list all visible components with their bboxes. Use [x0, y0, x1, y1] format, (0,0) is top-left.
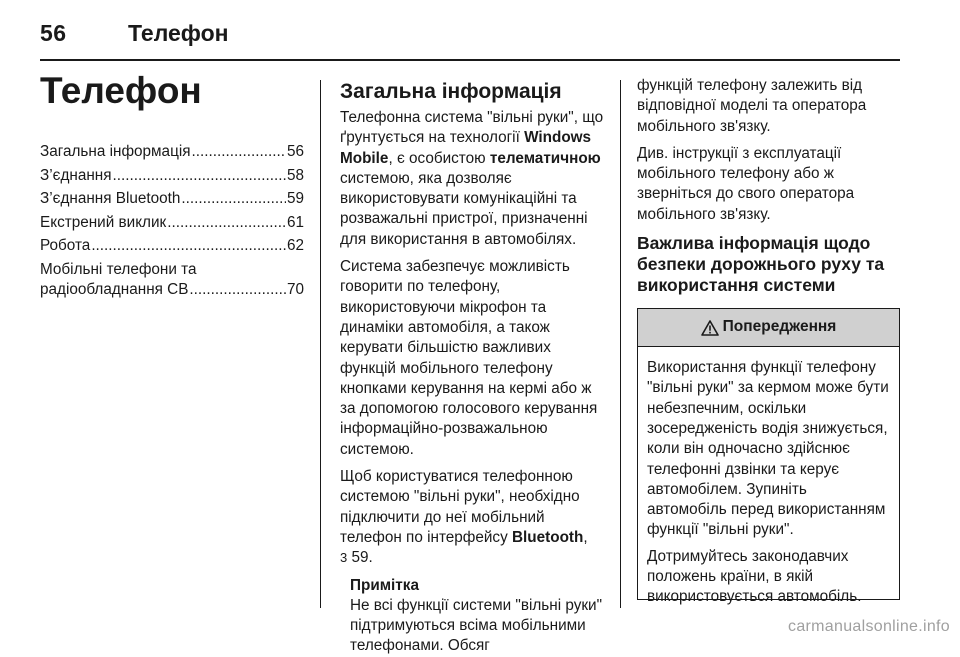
toc-item[interactable]	[40, 142, 304, 163]
bold-term-windows-mobile: Windows Mobile	[340, 129, 592, 167]
toc-leader-dots	[192, 142, 286, 163]
toc-item-label: З’єднання	[40, 166, 112, 184]
bold-term-bluetooth: Bluetooth	[511, 528, 584, 546]
warning-box	[637, 308, 900, 606]
toc-item[interactable]	[40, 166, 304, 187]
toc-leader-dots	[113, 166, 286, 187]
note-text: Не всі функції системи "вільні руки" підтримуються всіма мобільними телефонами. Обсяг	[350, 596, 603, 655]
toc-item-page: 56	[286, 143, 304, 160]
toc-leader-dots	[189, 280, 286, 301]
watermark: carmanualsonline.info	[788, 618, 950, 635]
right-column	[637, 76, 900, 606]
toc-item-label: З’єднання Bluetooth	[40, 190, 181, 207]
warning-title: Попередження	[722, 318, 837, 336]
text-run: ,	[583, 528, 588, 546]
toc-leader-dots	[91, 236, 286, 257]
table-of-contents	[40, 142, 304, 301]
page-number: 56	[40, 20, 67, 46]
toc-item-page: 59	[286, 190, 304, 207]
toc-item-label: Робота	[40, 237, 91, 254]
toc-item-label: Загальна інформація	[40, 143, 191, 160]
text-run: Щоб користуватися телефонною системою "вільні руки", необхідно підключити до неї мобільний телефон по інтерфейсу	[340, 468, 580, 546]
toc-leader-dots	[181, 189, 286, 210]
column-divider	[620, 80, 621, 608]
toc-item-label-line2: радіообладнання CB	[40, 281, 189, 298]
header-rule	[40, 59, 900, 61]
warning-body	[638, 347, 899, 608]
note-title: Примітка	[350, 576, 419, 594]
warning-triangle-icon	[701, 320, 719, 336]
paragraph-continued: функцій телефону залежить від відповідної моделі та оператора мобільного зв'язку.	[637, 77, 867, 135]
paragraph-see-manual: Див. інструкції з експлуатації мобільного телефону або ж зверніться до свого оператора мобільного зв'язку.	[637, 144, 855, 223]
toc-item-page: 61	[286, 213, 304, 231]
column-divider	[320, 80, 321, 608]
toc-item[interactable]	[40, 236, 304, 257]
text-run: системою, яка дозволяє використовувати комунікаційні та розважальні пристрої, призначенні для використання в автомобілях.	[340, 169, 588, 248]
safety-subheading: Важлива інформація щодо безпеки дорожнього руху та використання системи	[637, 233, 885, 296]
text-run: , є особистою	[388, 149, 490, 167]
toc-item[interactable]	[40, 189, 304, 210]
warning-header	[638, 309, 899, 347]
toc-item-label-line1: Мобільні телефони та	[40, 260, 197, 278]
toc-item[interactable]	[40, 260, 304, 301]
page-ref-arrow-icon: 3	[340, 550, 348, 566]
paragraph-features: Система забезпечує можливість говорити по телефону, використовуючи мікрофон та динаміки автомобіля, а також керувати більшістю важливих функцій мобільного телефону кнопками керування на кермі або ж за допомогою голосового керування інформаційно-розважальною системою.	[340, 258, 598, 458]
toc-item-label: Екстрений виклик	[40, 213, 167, 231]
paragraph-connection	[340, 467, 604, 568]
section-heading: Загальна інформація	[340, 80, 562, 103]
note-block	[350, 576, 604, 657]
toc-item[interactable]	[40, 213, 304, 234]
warning-text: Дотримуйтесь законодавчих положень країни, в якій використовується автомобіль.	[647, 547, 862, 606]
middle-column	[340, 80, 604, 657]
toc-item-page: 58	[286, 166, 304, 184]
running-header-title: Телефон	[128, 20, 229, 46]
warning-text: Використання функції телефону "вільні руки" за кермом може бути небезпечним, оскільки зосередженість водія знижується, коли він одночасно здійснює телефонні дзвінки та керує автомобілем. Зупиніть автомобіль перед використанням функції "вільні руки".	[647, 359, 889, 539]
text-run: Телефонна система "вільні руки", що ґрунтується на технології	[340, 109, 604, 147]
paragraph-intro	[340, 108, 604, 250]
toc-leader-dots	[167, 213, 286, 234]
page-ref-link[interactable]: 59.	[347, 549, 373, 567]
chapter-title: Телефон	[40, 70, 202, 111]
bold-term-telematic: телематичною	[489, 149, 601, 167]
left-column	[40, 70, 304, 304]
toc-item-page: 70	[286, 281, 304, 298]
toc-item-page: 62	[286, 237, 304, 254]
